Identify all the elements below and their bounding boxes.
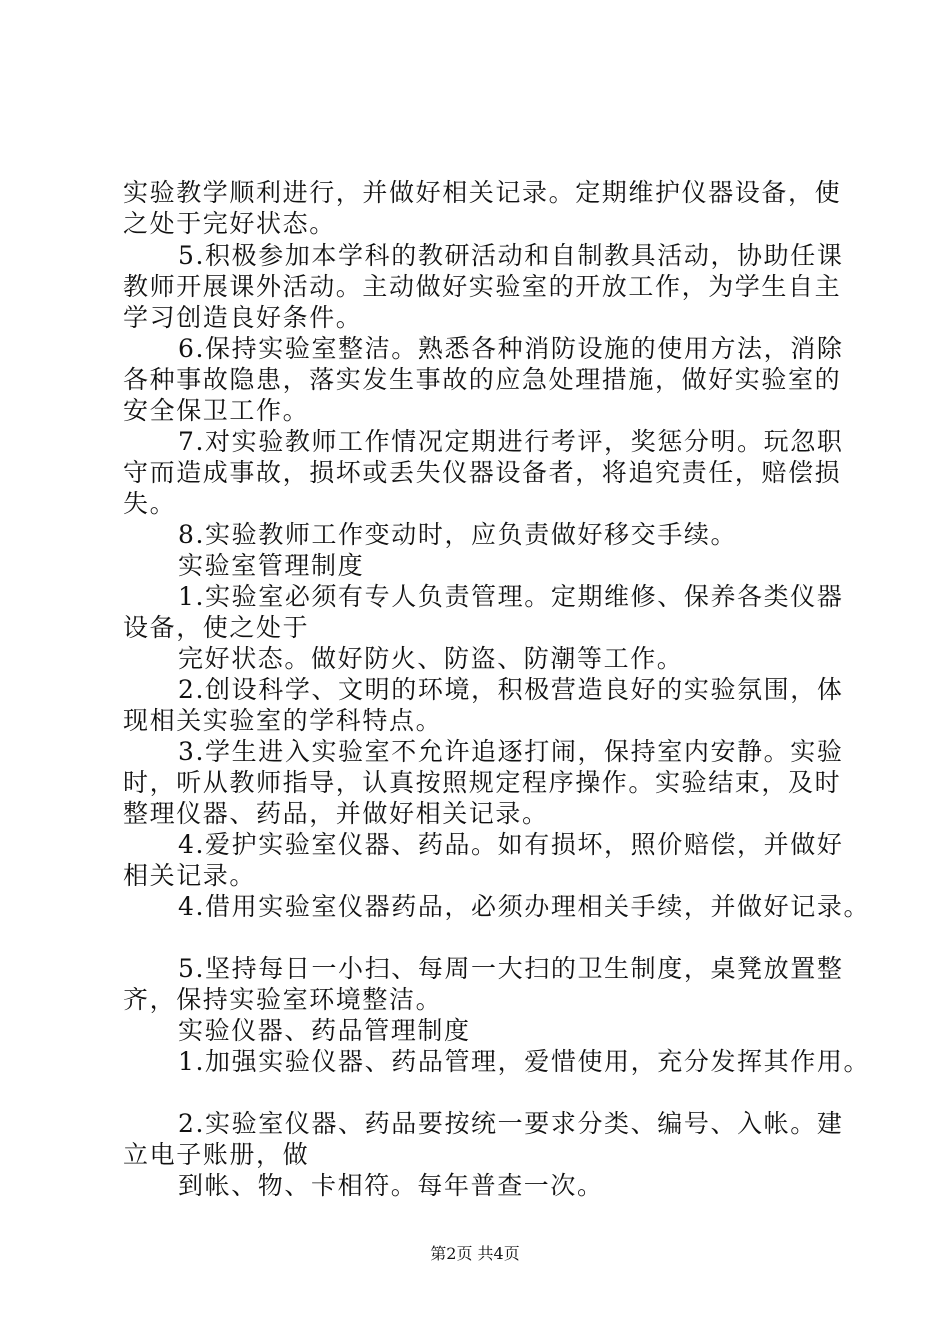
text-line: 4.借用实验室仪器药品，必须办理相关手续，并做好记录。 xyxy=(178,892,871,921)
text-line: 守而造成事故，损坏或丢失仪器设备者，将追究责任，赔偿损 xyxy=(123,458,842,487)
text-line: 4.爱护实验室仪器、药品。如有损坏，照价赔偿，并做好 xyxy=(178,830,844,859)
text-line: 5.坚持每日一小扫、每周一大扫的卫生制度，桌凳放置整 xyxy=(178,954,844,983)
text-line: 失。 xyxy=(123,489,177,518)
text-line: 相关记录。 xyxy=(123,861,257,890)
text-line: 7.对实验教师工作情况定期进行考评，奖惩分明。玩忽职 xyxy=(178,427,844,456)
text-line: 6.保持实验室整洁。熟悉各种消防设施的使用方法，消除 xyxy=(178,334,844,363)
text-line: 时，听从教师指导，认真按照规定程序操作。实验结束，及时 xyxy=(123,768,842,797)
text-line: 3.学生进入实验室不允许追逐打闹，保持室内安静。实验 xyxy=(178,737,844,766)
text-line: 到帐、物、卡相符。每年普查一次。 xyxy=(178,1171,604,1200)
section-heading: 实验仪器、药品管理制度 xyxy=(178,1016,471,1045)
text-line: 2.实验室仪器、药品要按统一要求分类、编号、入帐。建 xyxy=(178,1109,844,1138)
text-line: 整理仪器、药品，并做好相关记录。 xyxy=(123,799,549,828)
text-line: 5.积极参加本学科的教研活动和自制教具活动，协助任课 xyxy=(178,241,844,270)
text-line: 现相关实验室的学科特点。 xyxy=(123,706,443,735)
text-line: 立电子账册，做 xyxy=(123,1140,310,1169)
text-line: 各种事故隐患，落实发生事故的应急处理措施，做好实验室的 xyxy=(123,365,842,394)
text-line: 1.加强实验仪器、药品管理，爱惜使用，充分发挥其作用。 xyxy=(178,1047,871,1076)
text-line: 教师开展课外活动。主动做好实验室的开放工作，为学生自主 xyxy=(123,272,842,301)
text-line: 实验教学顺利进行，并做好相关记录。定期维护仪器设备，使 xyxy=(123,178,842,207)
text-line: 安全保卫工作。 xyxy=(123,396,310,425)
text-line: 之处于完好状态。 xyxy=(123,209,336,238)
section-heading: 实验室管理制度 xyxy=(178,551,365,580)
text-line: 设备，使之处于 xyxy=(123,613,310,642)
page-footer: 第2页 共4页 xyxy=(430,1244,520,1263)
text-line: 齐，保持实验室环境整洁。 xyxy=(123,985,443,1014)
text-line: 完好状态。做好防火、防盗、防潮等工作。 xyxy=(178,644,684,673)
text-line: 2.创设科学、文明的环境，积极营造良好的实验氛围，体 xyxy=(178,675,844,704)
text-line: 8.实验教师工作变动时，应负责做好移交手续。 xyxy=(178,520,738,549)
text-line: 1.实验室必须有专人负责管理。定期维修、保养各类仪器 xyxy=(178,582,844,611)
text-line: 学习创造良好条件。 xyxy=(123,303,363,332)
